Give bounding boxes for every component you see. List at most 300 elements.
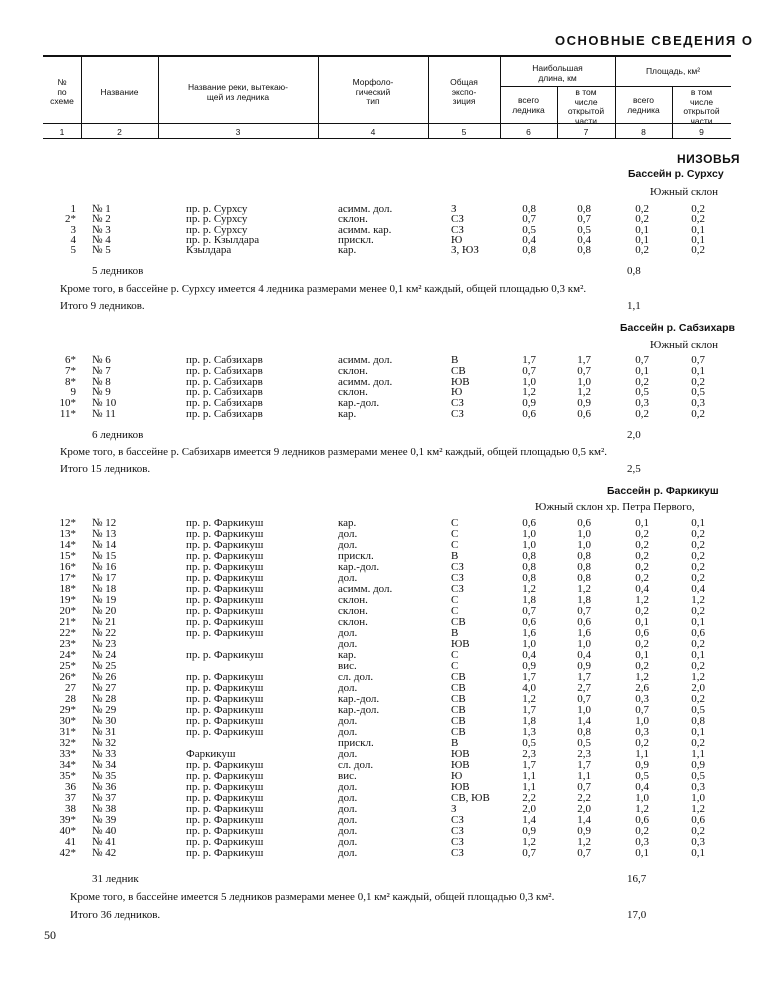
area-open: 0,2 bbox=[691, 660, 705, 672]
row-number: 4 bbox=[70, 233, 76, 246]
river-name: пр. р. Сурхсу bbox=[186, 223, 248, 236]
area-open: 0,2 bbox=[691, 244, 705, 257]
area-open: 1,2 bbox=[691, 671, 705, 683]
river-name: пр. р. Фаркикуш bbox=[186, 803, 264, 815]
glacier-name: № 8 bbox=[92, 375, 111, 388]
row-number: 29* bbox=[59, 704, 76, 716]
morph-type: склон. bbox=[338, 364, 368, 377]
exposure: З bbox=[451, 803, 457, 815]
exposure: ЮВ bbox=[451, 638, 470, 650]
glacier-name: № 2 bbox=[92, 213, 111, 226]
area-open: 0,2 bbox=[691, 408, 705, 420]
morph-type: асимм. дол. bbox=[338, 354, 393, 366]
length-open: 2,3 bbox=[577, 748, 591, 760]
length-open: 0,6 bbox=[577, 616, 591, 628]
area-total: 1,2 bbox=[635, 803, 649, 815]
area-total: 1,2 bbox=[635, 671, 649, 683]
row-number: 21* bbox=[59, 616, 76, 628]
river-name: пр. р. Фаркикуш bbox=[186, 836, 264, 848]
length-total: 1,2 bbox=[522, 386, 536, 399]
glacier-name: № 20 bbox=[92, 605, 117, 617]
small-glaciers-note: Кроме того, в бассейне имеется 5 ледников размерами менее 0,1 км² каждый, общей площадью 0,3 км². bbox=[70, 891, 555, 903]
morph-type: дол. bbox=[338, 638, 358, 650]
length-total: 1,2 bbox=[522, 693, 536, 705]
area-total: 1,2 bbox=[635, 594, 649, 606]
area-open: 0,2 bbox=[691, 203, 705, 215]
length-open: 1,1 bbox=[577, 770, 591, 782]
col-number-8: 8 bbox=[641, 127, 646, 137]
total-label: Итого 9 ледников. bbox=[60, 300, 145, 312]
exposure: СВ bbox=[451, 693, 466, 705]
morph-type: прискл. bbox=[338, 737, 374, 749]
glacier-count-area: 2,0 bbox=[627, 429, 641, 441]
row-number: 8* bbox=[65, 375, 76, 388]
morph-type: дол. bbox=[338, 682, 358, 694]
length-total: 0,6 bbox=[522, 408, 536, 420]
morph-type: дол. bbox=[338, 748, 358, 760]
length-total: 0,4 bbox=[522, 233, 536, 246]
morph-type: асимм. кар. bbox=[338, 223, 392, 236]
col-number-4: 4 bbox=[370, 127, 376, 137]
length-total: 0,4 bbox=[522, 649, 536, 661]
small-glaciers-note: Кроме того, в бассейне р. Сурхсу имеется 4 ледника размерами менее 0,1 км² каждый, общей площадью 0,3 км². bbox=[60, 283, 587, 295]
length-open: 1,0 bbox=[577, 528, 591, 540]
glacier-name: № 19 bbox=[92, 594, 117, 606]
area-open: 0,8 bbox=[691, 715, 705, 727]
area-open: 0,1 bbox=[691, 726, 705, 738]
length-total: 2,0 bbox=[522, 803, 536, 815]
morph-type: кар.-дол. bbox=[338, 561, 380, 573]
glacier-name: № 38 bbox=[92, 803, 117, 815]
area-total: 0,2 bbox=[635, 605, 649, 617]
row-number: 17* bbox=[59, 572, 76, 584]
morph-type: дол. bbox=[338, 803, 358, 815]
area-open: 0,5 bbox=[691, 704, 705, 716]
glacier-name: № 15 bbox=[92, 550, 117, 562]
glacier-name: № 37 bbox=[92, 792, 117, 804]
exposure: В bbox=[451, 354, 459, 366]
morph-type: склон. bbox=[338, 605, 368, 617]
length-open: 0,8 bbox=[577, 203, 591, 215]
area-total: 0,2 bbox=[635, 825, 649, 837]
river-name: пр. р. Фаркикуш bbox=[186, 770, 264, 782]
total-area: 17,0 bbox=[627, 909, 647, 921]
length-total: 1,0 bbox=[522, 375, 536, 388]
morph-type: кар.-дол. bbox=[338, 397, 380, 410]
glacier-count: 5 ледников bbox=[92, 265, 144, 277]
exposure: СВ, ЮВ bbox=[451, 792, 490, 804]
river-name: пр. р. Сабзихарв bbox=[186, 354, 263, 366]
area-total: 0,5 bbox=[635, 770, 649, 782]
morph-type: склон. bbox=[338, 616, 368, 628]
total-area: 2,5 bbox=[627, 463, 641, 475]
area-total: 2,6 bbox=[635, 682, 649, 694]
morph-type: сл. дол. bbox=[338, 671, 374, 683]
row-number: 13* bbox=[59, 528, 76, 540]
row-number: 2* bbox=[65, 213, 76, 226]
row-number: 3 bbox=[70, 223, 76, 236]
river-name: пр. р. Фаркикуш bbox=[186, 594, 264, 606]
length-open: 1,7 bbox=[577, 354, 591, 366]
area-open: 0,1 bbox=[691, 517, 705, 529]
area-open: 0,2 bbox=[691, 213, 705, 226]
exposure: В bbox=[451, 737, 459, 749]
length-total: 1,2 bbox=[522, 583, 536, 595]
area-open: 0,1 bbox=[691, 364, 705, 377]
area-total: 0,7 bbox=[635, 354, 649, 366]
river-name: пр. р. Фаркикуш bbox=[186, 726, 264, 738]
exposure: СЗ bbox=[451, 847, 464, 859]
morph-type: склон. bbox=[338, 213, 368, 226]
row-number: 32* bbox=[59, 737, 76, 749]
header-name: Название bbox=[100, 87, 139, 97]
length-total: 1,7 bbox=[522, 704, 536, 716]
exposure: СЗ bbox=[451, 397, 464, 410]
area-total: 0,3 bbox=[635, 397, 649, 410]
exposure: СЗ bbox=[451, 836, 464, 848]
row-number: 18* bbox=[59, 583, 76, 595]
area-open: 1,0 bbox=[691, 792, 705, 804]
length-total: 1,7 bbox=[522, 354, 536, 366]
glacier-name: № 3 bbox=[92, 223, 111, 236]
river-name: пр. р. Фаркикуш bbox=[186, 671, 264, 683]
area-open: 0,3 bbox=[691, 836, 705, 848]
col-number-6: 6 bbox=[526, 127, 531, 137]
river-name: пр. р. Фаркикуш bbox=[186, 792, 264, 804]
length-total: 0,8 bbox=[522, 561, 536, 573]
morph-type: дол. bbox=[338, 726, 358, 738]
area-total: 0,2 bbox=[635, 572, 649, 584]
exposure: СВ bbox=[451, 671, 466, 683]
exposure: Ю bbox=[451, 386, 463, 399]
glacier-name: № 1 bbox=[92, 203, 111, 215]
col-number-5: 5 bbox=[461, 127, 467, 137]
length-open: 1,8 bbox=[577, 594, 591, 606]
col-number-9: 9 bbox=[699, 127, 704, 137]
area-open: 0,1 bbox=[691, 649, 705, 661]
row-number: 1 bbox=[70, 203, 76, 215]
row-number: 5 bbox=[70, 244, 76, 257]
row-number: 20* bbox=[59, 605, 76, 617]
exposure: ЮВ bbox=[451, 375, 470, 388]
glacier-name: № 17 bbox=[92, 572, 117, 584]
glacier-name: № 25 bbox=[92, 660, 117, 672]
length-total: 1,7 bbox=[522, 759, 536, 771]
exposure: ЮВ bbox=[451, 781, 470, 793]
river-name: пр. р. Фаркикуш bbox=[186, 572, 264, 584]
morph-type: асимм. дол. bbox=[338, 375, 393, 388]
exposure: ЮВ bbox=[451, 759, 470, 771]
length-open: 1,0 bbox=[577, 375, 591, 388]
length-total: 0,7 bbox=[522, 364, 536, 377]
area-open: 0,2 bbox=[691, 550, 705, 562]
row-number: 38 bbox=[65, 803, 76, 815]
length-open: 1,0 bbox=[577, 704, 591, 716]
area-open: 0,2 bbox=[691, 638, 705, 650]
length-total: 1,6 bbox=[522, 627, 536, 639]
length-open: 1,4 bbox=[577, 715, 591, 727]
region-title: НИЗОВЬЯ bbox=[677, 152, 740, 166]
exposure: СВ bbox=[451, 364, 466, 377]
length-total: 0,6 bbox=[522, 517, 536, 529]
area-open: 0,2 bbox=[691, 375, 705, 388]
area-total: 0,1 bbox=[635, 616, 649, 628]
length-total: 0,7 bbox=[522, 605, 536, 617]
area-open: 0,2 bbox=[691, 605, 705, 617]
row-number: 15* bbox=[59, 550, 76, 562]
length-open: 0,7 bbox=[577, 605, 591, 617]
area-open: 0,1 bbox=[691, 616, 705, 628]
exposure: С bbox=[451, 517, 459, 529]
area-open: 0,2 bbox=[691, 572, 705, 584]
morph-type: дол. bbox=[338, 847, 358, 859]
exposure: З bbox=[451, 203, 457, 215]
row-number: 26* bbox=[59, 671, 76, 683]
glacier-name: № 24 bbox=[92, 649, 117, 661]
morph-type: склон. bbox=[338, 386, 368, 399]
glacier-name: № 9 bbox=[92, 386, 111, 399]
total-area: 1,1 bbox=[627, 300, 641, 312]
row-number: 11* bbox=[59, 408, 76, 420]
glacier-name: № 36 bbox=[92, 781, 117, 793]
glacier-name: № 23 bbox=[92, 638, 117, 650]
total-label: Итого 36 ледников. bbox=[70, 909, 161, 921]
length-total: 1,8 bbox=[522, 594, 536, 606]
row-number: 19* bbox=[59, 594, 76, 606]
length-open: 0,7 bbox=[577, 693, 591, 705]
area-total: 0,3 bbox=[635, 693, 649, 705]
length-total: 0,5 bbox=[522, 737, 536, 749]
glacier-name: № 31 bbox=[92, 726, 117, 738]
length-open: 0,6 bbox=[577, 408, 591, 420]
length-total: 1,4 bbox=[522, 814, 536, 826]
glacier-name: № 28 bbox=[92, 693, 117, 705]
river-name: Кзылдара bbox=[186, 244, 232, 257]
morph-type: прискл. bbox=[338, 550, 374, 562]
glacier-name: № 10 bbox=[92, 397, 117, 410]
area-total: 0,1 bbox=[635, 364, 649, 377]
length-total: 0,8 bbox=[522, 244, 536, 257]
area-open: 0,2 bbox=[691, 528, 705, 540]
glacier-name: № 26 bbox=[92, 671, 117, 683]
length-open: 1,7 bbox=[577, 671, 591, 683]
river-name: пр. р. Фаркикуш bbox=[186, 627, 264, 639]
river-name: пр. р. Сабзихарв bbox=[186, 408, 263, 420]
morph-type: кар. bbox=[338, 244, 357, 257]
area-total: 0,6 bbox=[635, 627, 649, 639]
morph-type: дол. bbox=[338, 814, 358, 826]
river-name: пр. р. Фаркикуш bbox=[186, 561, 264, 573]
length-total: 0,6 bbox=[522, 616, 536, 628]
river-name: пр. р. Фаркикуш bbox=[186, 539, 264, 551]
area-total: 0,2 bbox=[635, 638, 649, 650]
glacier-name: № 5 bbox=[92, 244, 111, 257]
glacier-name: № 33 bbox=[92, 748, 117, 760]
river-name: пр. р. Фаркикуш bbox=[186, 583, 264, 595]
area-total: 0,3 bbox=[635, 726, 649, 738]
river-name: пр. р. Фаркикуш bbox=[186, 825, 264, 837]
length-total: 1,3 bbox=[522, 726, 536, 738]
glacier-name: № 39 bbox=[92, 814, 117, 826]
length-total: 4,0 bbox=[522, 682, 536, 694]
river-name: пр. р. Сурхсу bbox=[186, 203, 248, 215]
area-open: 0,2 bbox=[691, 825, 705, 837]
row-number: 12* bbox=[59, 517, 76, 529]
glacier-name: № 16 bbox=[92, 561, 117, 573]
area-open: 0,1 bbox=[691, 847, 705, 859]
running-head: ОСНОВНЫЕ СВЕДЕНИЯ О bbox=[555, 33, 754, 48]
glacier-count-area: 16,7 bbox=[627, 873, 647, 885]
morph-type: дол. bbox=[338, 781, 358, 793]
exposure: Ю bbox=[451, 770, 463, 782]
exposure: СЗ bbox=[451, 814, 464, 826]
header-bottom-rule bbox=[43, 138, 731, 139]
total-label: Итого 15 ледников. bbox=[60, 463, 151, 475]
length-total: 0,5 bbox=[522, 223, 536, 236]
river-name: пр. р. Фаркикуш bbox=[186, 693, 264, 705]
length-open: 1,0 bbox=[577, 638, 591, 650]
length-open: 0,9 bbox=[577, 825, 591, 837]
length-open: 0,4 bbox=[577, 649, 591, 661]
header-area-open: в том числе открытой части bbox=[683, 87, 720, 126]
row-number: 40* bbox=[59, 825, 76, 837]
area-total: 0,5 bbox=[635, 386, 649, 399]
row-number: 30* bbox=[59, 715, 76, 727]
header-river: Название реки, вытекаю- щей из ледника bbox=[188, 82, 288, 102]
glacier-name: № 11 bbox=[92, 408, 116, 420]
river-name: пр. р. Фаркикуш bbox=[186, 715, 264, 727]
header-num: № по схеме bbox=[50, 77, 74, 106]
river-name: пр. р. Фаркикуш bbox=[186, 759, 264, 771]
morph-type: сл. дол. bbox=[338, 759, 374, 771]
morph-type: дол. bbox=[338, 836, 358, 848]
row-number: 39* bbox=[59, 814, 76, 826]
length-open: 0,8 bbox=[577, 244, 591, 257]
col-number-2: 2 bbox=[117, 127, 122, 137]
morph-type: асимм. дол. bbox=[338, 203, 393, 215]
exposure: З, ЮЗ bbox=[451, 244, 479, 257]
area-open: 0,7 bbox=[691, 354, 705, 366]
area-total: 0,2 bbox=[635, 528, 649, 540]
length-open: 2,7 bbox=[577, 682, 591, 694]
area-total: 0,2 bbox=[635, 244, 649, 257]
length-total: 0,8 bbox=[522, 203, 536, 215]
area-total: 0,2 bbox=[635, 375, 649, 388]
length-open: 1,6 bbox=[577, 627, 591, 639]
glacier-name: № 14 bbox=[92, 539, 117, 551]
glacier-name: № 42 bbox=[92, 847, 117, 859]
basin-title: Бассейн р. Сурхсу bbox=[628, 168, 724, 180]
area-total: 0,2 bbox=[635, 561, 649, 573]
length-total: 1,0 bbox=[522, 539, 536, 551]
header-length-open: в том числе открытой части bbox=[567, 87, 605, 126]
col-number-7: 7 bbox=[583, 127, 589, 137]
length-open: 1,2 bbox=[577, 836, 591, 848]
header-length-total: всего ледника bbox=[512, 95, 545, 115]
length-total: 0,8 bbox=[522, 572, 536, 584]
morph-type: дол. bbox=[338, 528, 358, 540]
area-open: 1,2 bbox=[691, 594, 705, 606]
river-name: пр. р. Фаркикуш bbox=[186, 528, 264, 540]
area-total: 0,9 bbox=[635, 759, 649, 771]
exposure: СВ bbox=[451, 704, 466, 716]
area-open: 1,2 bbox=[691, 803, 705, 815]
area-total: 0,4 bbox=[635, 781, 649, 793]
exposure: СЗ bbox=[451, 583, 464, 595]
length-open: 0,7 bbox=[577, 781, 591, 793]
morph-type: кар. bbox=[338, 649, 357, 661]
header-area-total: всего ледника bbox=[627, 95, 660, 115]
length-total: 0,9 bbox=[522, 825, 536, 837]
length-open: 0,7 bbox=[577, 213, 591, 226]
morph-type: кар.-дол. bbox=[338, 693, 380, 705]
exposure: СВ bbox=[451, 682, 466, 694]
glacier-count: 31 ледник bbox=[92, 873, 139, 885]
length-open: 0,8 bbox=[577, 726, 591, 738]
length-open: 0,8 bbox=[577, 572, 591, 584]
river-name: пр. р. Фаркикуш bbox=[186, 649, 264, 661]
row-number: 33* bbox=[59, 748, 76, 760]
area-total: 0,2 bbox=[635, 213, 649, 226]
length-total: 1,2 bbox=[522, 836, 536, 848]
row-number: 22* bbox=[59, 627, 76, 639]
morph-type: дол. bbox=[338, 825, 358, 837]
morph-type: вис. bbox=[338, 770, 357, 782]
river-name: пр. р. Сабзихарв bbox=[186, 364, 263, 377]
area-total: 1,1 bbox=[635, 748, 649, 760]
slope-title: Южный склон bbox=[650, 186, 719, 198]
row-number: 14* bbox=[59, 539, 76, 551]
river-name: пр. р. Фаркикуш bbox=[186, 550, 264, 562]
glacier-count: 6 ледников bbox=[92, 429, 144, 441]
glacier-name: № 35 bbox=[92, 770, 117, 782]
glacier-name: № 30 bbox=[92, 715, 117, 727]
glacier-name: № 13 bbox=[92, 528, 117, 540]
river-name: пр. р. Фаркикуш bbox=[186, 781, 264, 793]
area-open: 1,1 bbox=[691, 748, 705, 760]
area-total: 0,1 bbox=[635, 223, 649, 236]
exposure: СЗ bbox=[451, 223, 464, 236]
river-name: пр. р. Сабзихарв bbox=[186, 397, 263, 410]
row-number: 7* bbox=[65, 364, 76, 377]
area-open: 0,2 bbox=[691, 561, 705, 573]
length-open: 0,6 bbox=[577, 517, 591, 529]
row-number: 36 bbox=[65, 781, 76, 793]
row-number: 28 bbox=[65, 693, 76, 705]
row-number: 25* bbox=[59, 660, 76, 672]
exposure: СЗ bbox=[451, 825, 464, 837]
area-total: 0,2 bbox=[635, 550, 649, 562]
area-total: 0,6 bbox=[635, 814, 649, 826]
exposure: С bbox=[451, 605, 459, 617]
area-open: 0,1 bbox=[691, 223, 705, 236]
length-open: 1,2 bbox=[577, 583, 591, 595]
morph-type: прискл. bbox=[338, 233, 374, 246]
length-total: 1,0 bbox=[522, 528, 536, 540]
header-top-rule bbox=[43, 55, 731, 57]
area-total: 0,2 bbox=[635, 737, 649, 749]
glacier-name: № 27 bbox=[92, 682, 117, 694]
row-number: 24* bbox=[59, 649, 76, 661]
river-name: пр. р. Фаркикуш bbox=[186, 517, 264, 529]
length-open: 0,9 bbox=[577, 397, 591, 410]
length-total: 1,1 bbox=[522, 781, 536, 793]
exposure: СЗ bbox=[451, 561, 464, 573]
area-open: 0,6 bbox=[691, 627, 705, 639]
length-total: 0,9 bbox=[522, 397, 536, 410]
length-total: 2,2 bbox=[522, 792, 536, 804]
exposure: СВ bbox=[451, 616, 466, 628]
